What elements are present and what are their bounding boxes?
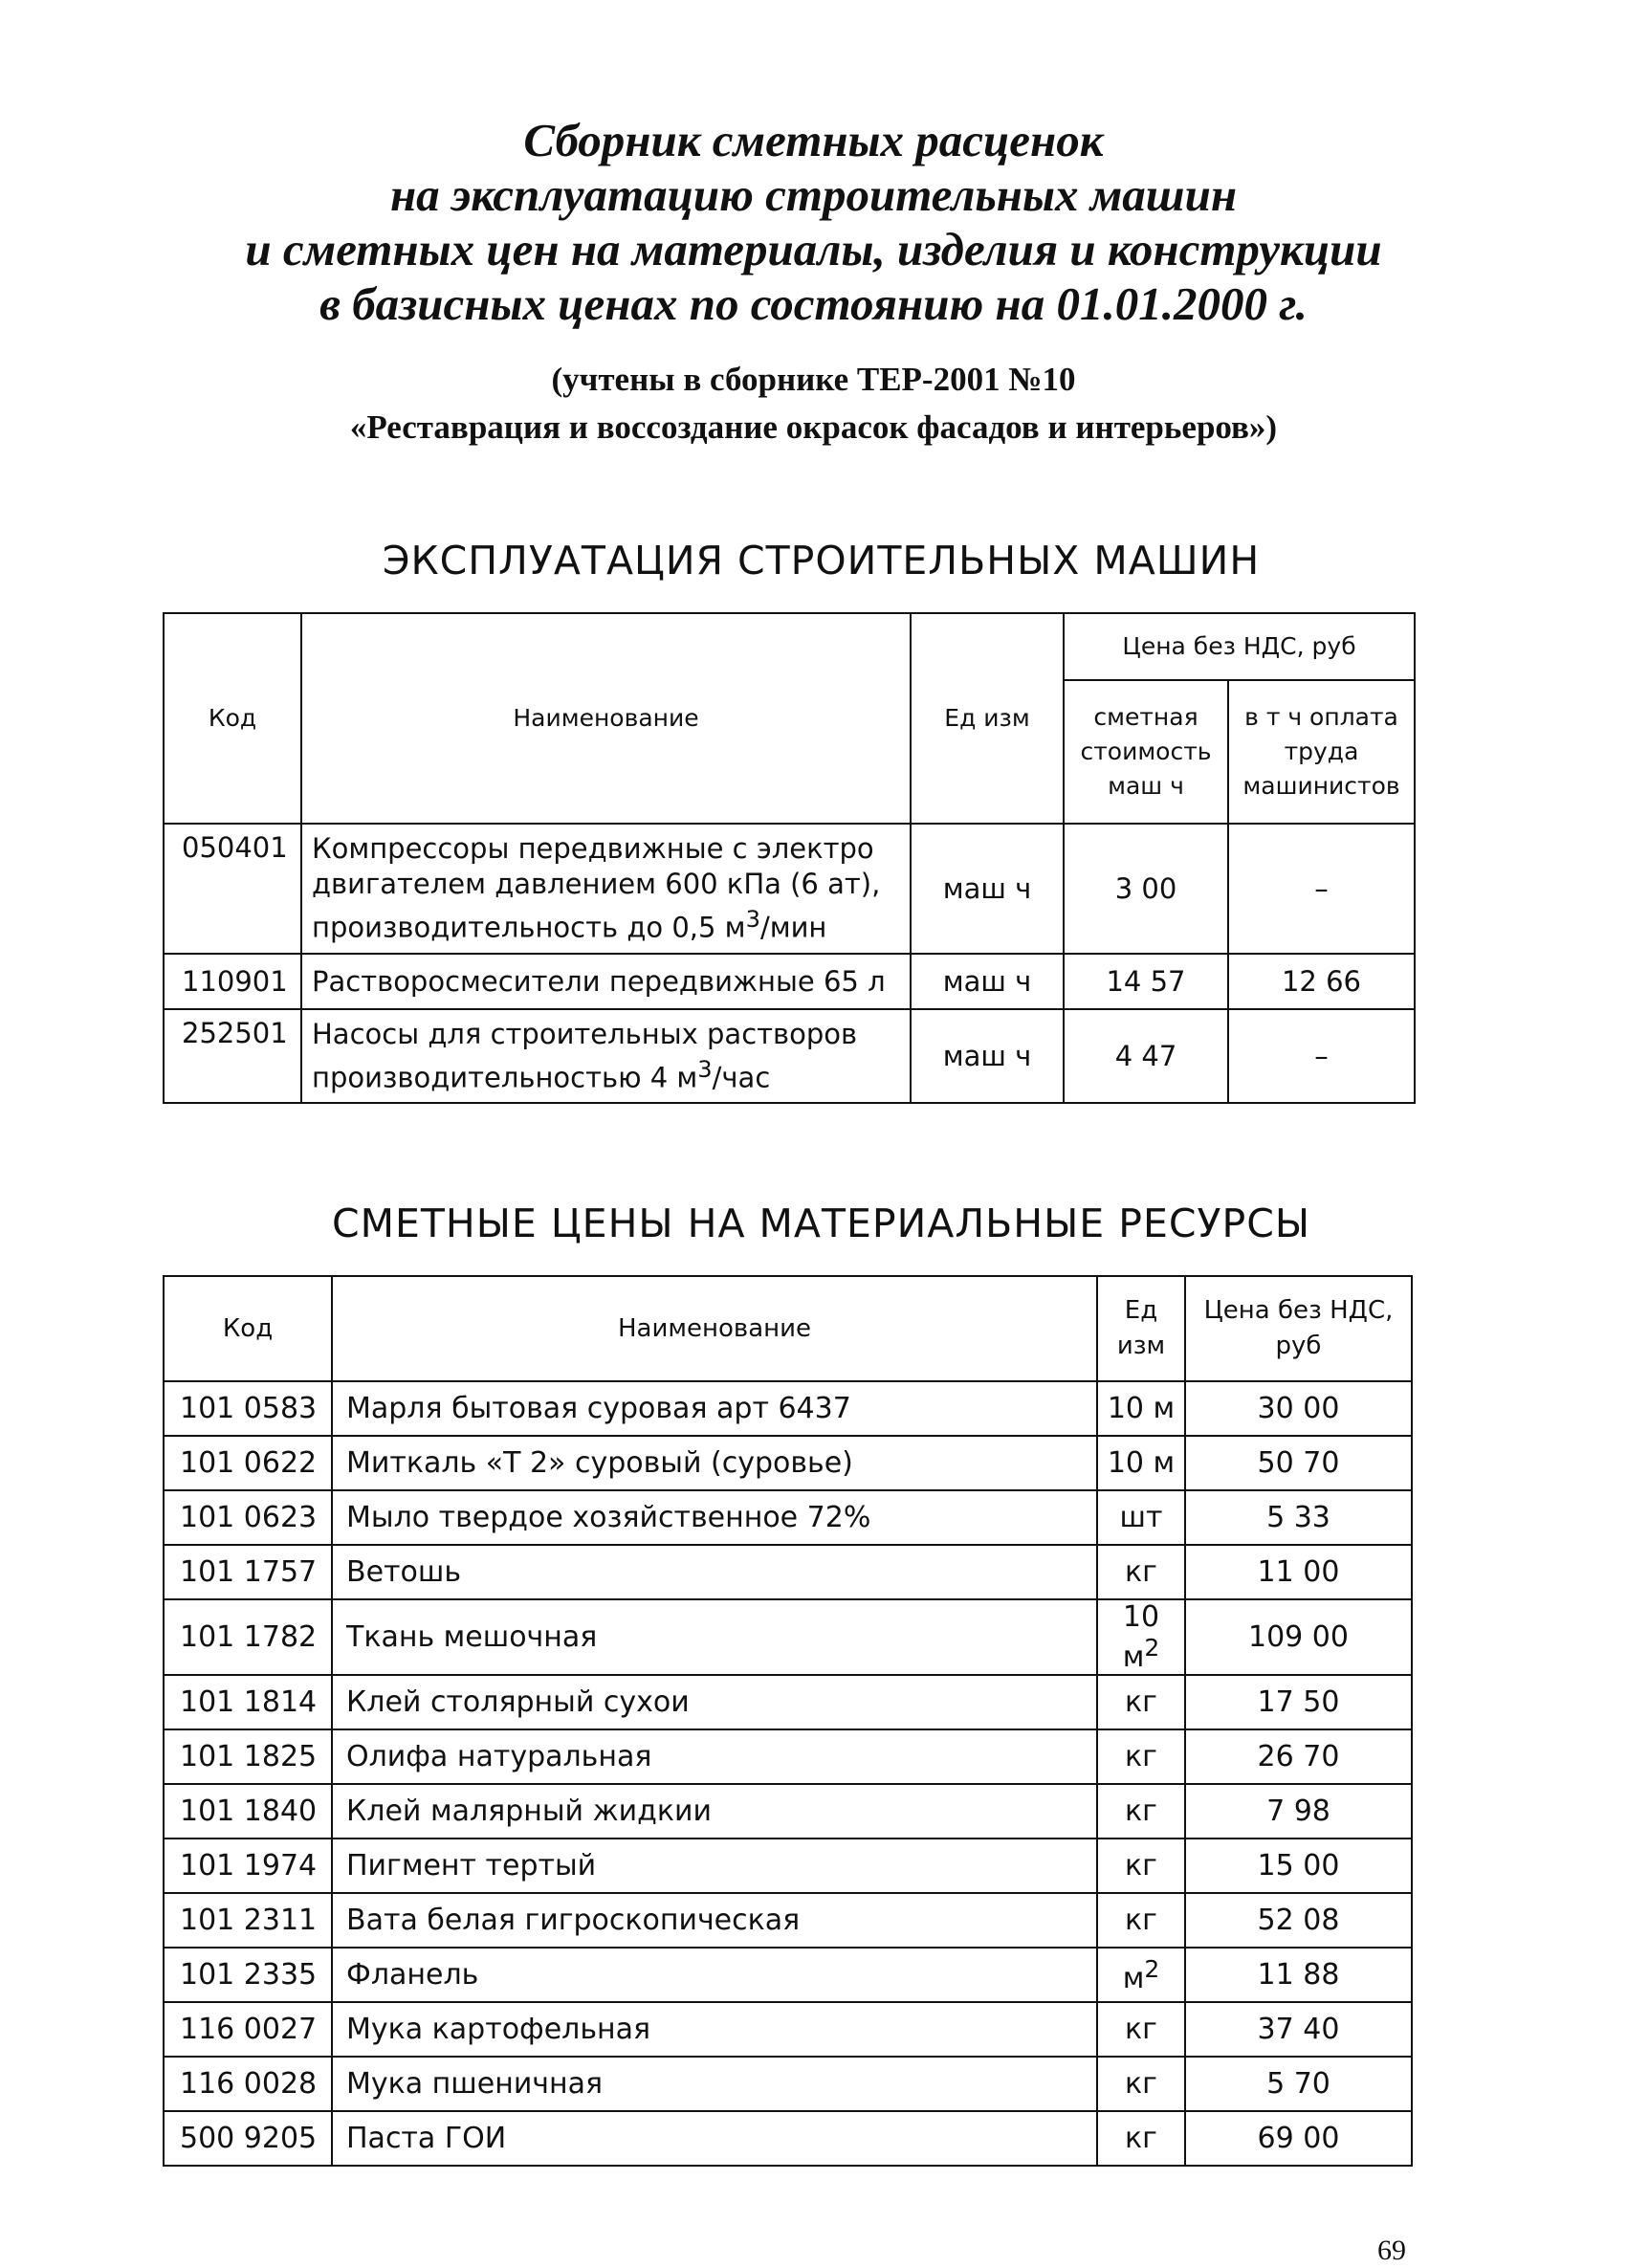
header-price	[1185, 1276, 1412, 1381]
cell-price: 5 33	[1185, 1490, 1412, 1545]
unit-text: кг	[1125, 2122, 1157, 2155]
cell-code: 101 1840	[164, 1784, 332, 1839]
name-line	[312, 902, 900, 946]
table-row	[164, 824, 1415, 954]
cell-price: 17 50	[1185, 1675, 1412, 1729]
cell-price: 11 00	[1185, 1545, 1412, 1599]
cell-name: Мыло твердое хозяйственное 72%	[332, 1490, 1097, 1545]
cell-name: Мука картофельная	[332, 2002, 1097, 2057]
table-row	[164, 954, 1415, 1009]
cell-labor: –	[1228, 824, 1415, 954]
document-subtitle	[0, 356, 1627, 451]
header-unit-line: Ед	[1124, 1296, 1158, 1325]
cell-name: Мука пшеничная	[332, 2057, 1097, 2111]
cell-code: 101 0623	[164, 1490, 332, 1545]
cell-price: 15 00	[1185, 1839, 1412, 1893]
cell-labor: –	[1228, 1009, 1415, 1103]
unit-text: шт	[1119, 1501, 1163, 1534]
cell-unit	[1097, 2002, 1185, 2057]
header-unit-line: изм	[1116, 1332, 1166, 1360]
table-row	[164, 1948, 1412, 2002]
header-labor	[1228, 680, 1415, 824]
cell-code: 101 0583	[164, 1381, 332, 1436]
superscript: 3	[745, 906, 760, 934]
table-row	[164, 1545, 1412, 1599]
table-row	[164, 1599, 1412, 1675]
cell-labor: 12 66	[1228, 954, 1415, 1009]
cell-unit: маш ч	[911, 824, 1064, 954]
machines-table	[163, 612, 1416, 1104]
table-row	[164, 1490, 1412, 1545]
cell-price: 109 00	[1185, 1599, 1412, 1675]
table-row	[164, 1784, 1412, 1839]
cell-name	[301, 824, 911, 954]
cell-unit	[1097, 2057, 1185, 2111]
header-cost-line: маш ч	[1108, 772, 1184, 800]
cell-name: Пигмент тертый	[332, 1839, 1097, 1893]
cell-price: 69 00	[1185, 2111, 1412, 2166]
cell-code: 110901	[164, 954, 301, 1009]
cell-code: 101 1974	[164, 1839, 332, 1893]
unit-text: кг	[1125, 2013, 1157, 2046]
unit-text: кг	[1125, 1904, 1157, 1937]
unit-text: кг	[1125, 2067, 1157, 2101]
table-row	[164, 1381, 1412, 1436]
name-line: двигателем давлением 600 кПа (6 ат),	[312, 868, 881, 901]
cell-price: 7 98	[1185, 1784, 1412, 1839]
cell-name: Клей столярный сухои	[332, 1675, 1097, 1729]
cell-code: 252501	[164, 1009, 301, 1103]
cell-unit: маш ч	[911, 954, 1064, 1009]
cell-code: 050401	[164, 824, 301, 954]
cell-code: 116 0028	[164, 2057, 332, 2111]
cell-name: Паста ГОИ	[332, 2111, 1097, 2166]
unit-text: 10 м	[1122, 1600, 1160, 1674]
cell-unit	[1097, 1784, 1185, 1839]
cell-code: 500 9205	[164, 2111, 332, 2166]
header-price-line: Цена без НДС,	[1203, 1296, 1394, 1325]
subtitle-line: (учтены в сборнике ТЕР-2001 №10	[551, 361, 1076, 398]
cell-name: Олифа натуральная	[332, 1729, 1097, 1784]
cell-price: 37 40	[1185, 2002, 1412, 2057]
cell-code: 101 0622	[164, 1436, 332, 1490]
table-row	[164, 1436, 1412, 1490]
cell-unit	[1097, 1948, 1185, 2002]
header-name: Наименование	[301, 613, 911, 824]
cell-price: 11 88	[1185, 1948, 1412, 2002]
unit-text: 10 м	[1107, 1392, 1176, 1425]
cell-unit	[1097, 1893, 1185, 1948]
cell-name: Марля бытовая суровая арт 6437	[332, 1381, 1097, 1436]
subtitle-line: «Реставрация и воссоздание окрасок фасадов и интерьеров»)	[349, 408, 1278, 446]
name-line: Компрессоры передвижные с электро	[312, 832, 874, 866]
header-labor-line: труда	[1284, 738, 1359, 765]
materials-section-heading: СМЕТНЫЕ ЦЕНЫ НА МАТЕРИАЛЬНЫЕ РЕСУРСЫ	[331, 1200, 1311, 1246]
header-cost-line: стоимость	[1080, 738, 1212, 765]
header-code: Код	[164, 1276, 332, 1381]
header-price-line: руб	[1275, 1332, 1322, 1360]
cell-name: Растворосмесители передвижные 65 л	[301, 954, 911, 1009]
table-row	[164, 2057, 1412, 2111]
name-line	[312, 1052, 900, 1096]
cell-unit	[1097, 1490, 1185, 1545]
table-row	[164, 2111, 1412, 2166]
cell-price: 5 70	[1185, 2057, 1412, 2111]
cell-cost: 4 47	[1064, 1009, 1228, 1103]
header-code: Код	[164, 613, 301, 824]
cell-unit: маш ч	[911, 1009, 1064, 1103]
cell-price: 26 70	[1185, 1729, 1412, 1784]
cell-unit	[1097, 1599, 1185, 1675]
title-line: и сметных цен на материалы, изделия и конструкции	[245, 223, 1382, 275]
cell-cost: 14 57	[1064, 954, 1228, 1009]
machines-section-heading: ЭКСПЛУАТАЦИЯ СТРОИТЕЛЬНЫХ МАШИН	[382, 538, 1261, 584]
cell-name: Клей малярный жидкии	[332, 1784, 1097, 1839]
unit-text: кг	[1125, 1849, 1157, 1883]
cell-unit	[1097, 2111, 1185, 2166]
header-cost-line: сметная	[1093, 703, 1198, 731]
cell-unit	[1097, 1436, 1185, 1490]
unit-text: кг	[1125, 1795, 1157, 1828]
superscript: 2	[1144, 1954, 1160, 1983]
table-row	[164, 1729, 1412, 1784]
cell-unit	[1097, 1839, 1185, 1893]
header-labor-line: машинистов	[1242, 772, 1400, 800]
cell-cost: 3 00	[1064, 824, 1228, 954]
cell-price: 30 00	[1185, 1381, 1412, 1436]
title-line: на эксплуатацию строительных машин	[389, 168, 1238, 221]
title-line: в базисных ценах по состоянию на 01.01.2000 г.	[319, 277, 1308, 330]
cell-unit	[1097, 1381, 1185, 1436]
superscript: 2	[1144, 1634, 1160, 1662]
cell-price: 50 70	[1185, 1436, 1412, 1490]
header-unit	[1097, 1276, 1185, 1381]
header-unit: Ед изм	[911, 613, 1064, 824]
header-cost	[1064, 680, 1228, 824]
cell-name: Ткань мешочная	[332, 1599, 1097, 1675]
unit-text: 10 м	[1107, 1446, 1176, 1480]
cell-code: 101 1825	[164, 1729, 332, 1784]
materials-body	[164, 1381, 1412, 2166]
cell-name	[301, 1009, 911, 1103]
cell-code: 101 1757	[164, 1545, 332, 1599]
table-row	[164, 1009, 1415, 1103]
header-price-group: Цена без НДС, руб	[1064, 613, 1415, 680]
header-labor-line: в т ч оплата	[1244, 703, 1398, 731]
cell-code: 101 1782	[164, 1599, 332, 1675]
cell-name: Вата белая гигроскопическая	[332, 1893, 1097, 1948]
unit-text: кг	[1125, 1555, 1157, 1589]
name-tail: /час	[712, 1061, 771, 1094]
cell-name: Ветошь	[332, 1545, 1097, 1599]
cell-code: 116 0027	[164, 2002, 332, 2057]
table-row	[164, 1839, 1412, 1893]
cell-code: 101 2335	[164, 1948, 332, 2002]
header-name: Наименование	[332, 1276, 1097, 1381]
cell-unit	[1097, 1545, 1185, 1599]
cell-unit	[1097, 1729, 1185, 1784]
table-row	[164, 1675, 1412, 1729]
name-text: производительностью 4 м	[312, 1061, 698, 1094]
cell-name: Фланель	[332, 1948, 1097, 2002]
unit-text: м	[1122, 1961, 1145, 1995]
name-tail: /мин	[759, 911, 827, 944]
name-line: Насосы для строительных растворов	[312, 1017, 858, 1050]
name-text: производительность до 0,5 м	[312, 911, 746, 944]
materials-table	[163, 1275, 1413, 2167]
superscript: 3	[697, 1055, 713, 1083]
cell-code: 101 2311	[164, 1893, 332, 1948]
cell-name: Миткаль «Т 2» суровый (суровье)	[332, 1436, 1097, 1490]
table-row	[164, 2002, 1412, 2057]
unit-text: кг	[1125, 1685, 1157, 1719]
page-number: 69	[1377, 2235, 1406, 2266]
cell-unit	[1097, 1675, 1185, 1729]
document-title	[0, 113, 1627, 331]
unit-text: кг	[1125, 1740, 1157, 1773]
title-line: Сборник сметных расценок	[523, 114, 1104, 166]
table-row	[164, 1893, 1412, 1948]
cell-price: 52 08	[1185, 1893, 1412, 1948]
cell-code: 101 1814	[164, 1675, 332, 1729]
